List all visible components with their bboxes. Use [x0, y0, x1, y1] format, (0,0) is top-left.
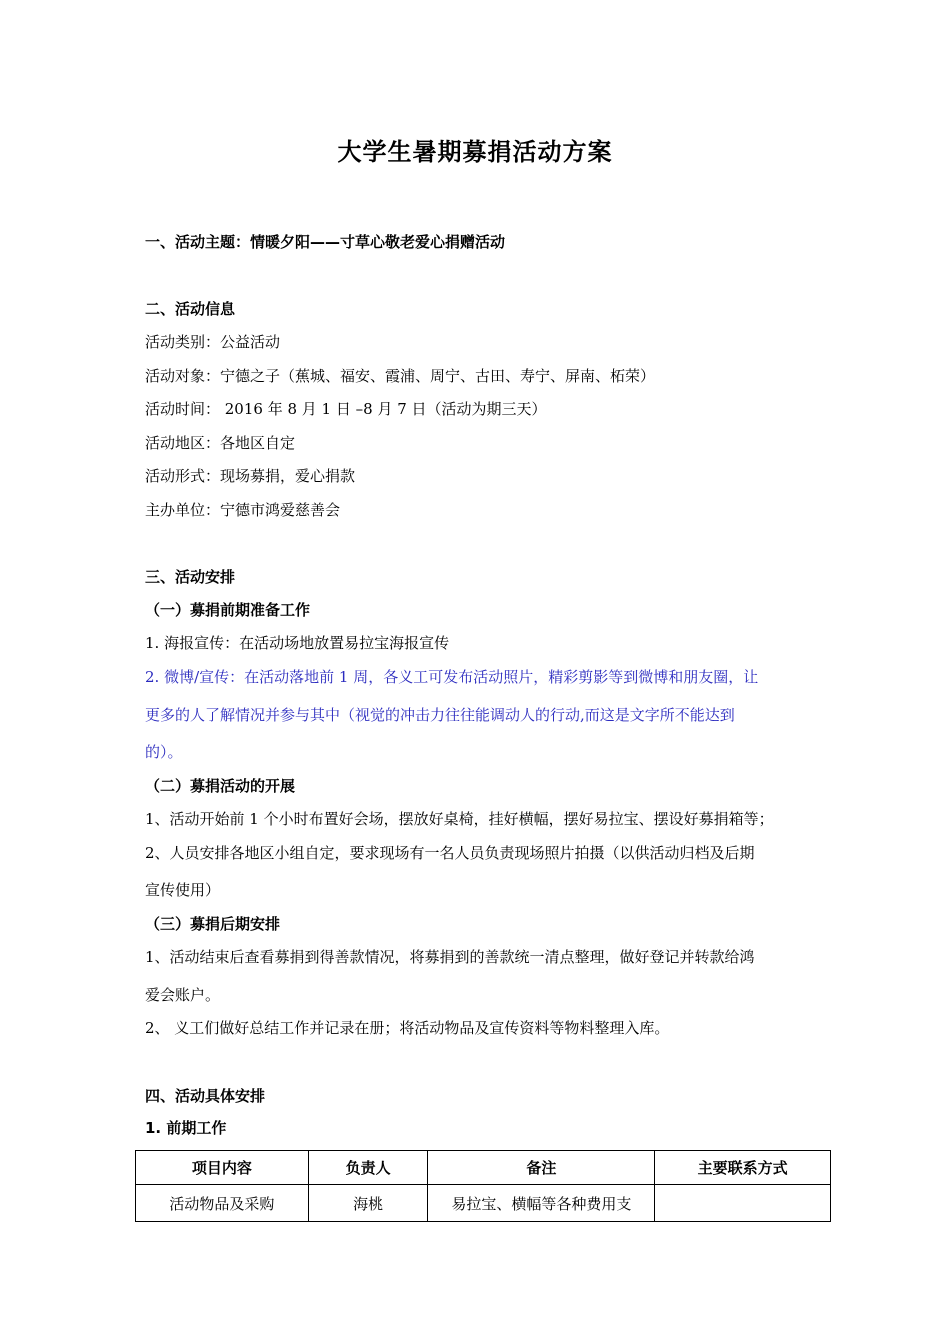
sub1-item1: 1. 海报宣传：在活动场地放置易拉宝海报宣传 — [145, 634, 450, 652]
info-form: 活动形式：现场募捐，爱心捐款 — [145, 467, 356, 485]
sub2-item1: 1、活动开始前 1 个小时布置好会场，摆放好桌椅，挂好横幅，摆好易拉宝、摆设好募捐箱等； — [145, 810, 774, 828]
cell-item: 活动物品及采购 — [136, 1185, 309, 1222]
section1-heading: 一、活动主题：情暖夕阳——寸草心敬老爱心捐赠活动 — [145, 233, 506, 251]
cell-owner: 海桃 — [308, 1185, 428, 1222]
table-header-row — [136, 1151, 831, 1185]
schedule-table — [135, 1150, 831, 1222]
cell-contact — [655, 1185, 831, 1222]
section3-heading: 三、活动安排 — [145, 568, 236, 586]
section2-heading: 二、活动信息 — [145, 300, 236, 318]
sub3-item1-line2: 爱会账户。 — [145, 986, 221, 1004]
sub3-item2: 2、 义工们做好总结工作并记录在册；将活动物品及宣传资料等物料整理入库。 — [145, 1019, 670, 1037]
sub2-item2-line1: 2、人员安排各地区小组自定，要求现场有一名人员负责现场照片拍摄（以供活动归档及后期 — [145, 844, 755, 862]
sub1-item2-line2: 更多的人了解情况并参与其中（视觉的冲击力往往能调动人的行动,而这是文字所不能达到 — [145, 706, 735, 724]
cell-notes: 易拉宝、横幅等各种费用支 — [428, 1185, 655, 1222]
section4-heading: 四、活动具体安排 — [145, 1087, 266, 1105]
sub2-heading: （二）募捐活动的开展 — [145, 777, 296, 795]
info-organizer: 主办单位：宁德市鸿爱慈善会 — [145, 501, 341, 519]
sub3-item1-line1: 1、活动结束后查看募捐到得善款情况，将募捐到的善款统一清点整理，做好登记并转款给鸿 — [145, 948, 755, 966]
sub3-heading: （三）募捐后期安排 — [145, 915, 281, 933]
table-row — [136, 1185, 831, 1222]
info-region: 活动地区：各地区自定 — [145, 434, 296, 452]
header-contact: 主要联系方式 — [655, 1151, 831, 1185]
sub1-item2-line1: 2. 微博/宣传：在活动落地前 1 周，各义工可发布活动照片，精彩剪影等到微博和朋友圈，让 — [145, 668, 759, 686]
info-target: 活动对象：宁德之子（蕉城、福安、霞浦、周宁、古田、寿宁、屏南、柘荣） — [145, 367, 656, 385]
sub2-item2-line2: 宣传使用） — [145, 881, 221, 899]
document-title: 大学生暑期募捐活动方案 — [337, 138, 613, 166]
sub1-item2-line3: 的）。 — [145, 743, 183, 761]
header-item: 项目内容 — [136, 1151, 309, 1185]
sub1-heading: （一）募捐前期准备工作 — [145, 601, 311, 619]
header-owner: 负责人 — [308, 1151, 428, 1185]
info-category: 活动类别：公益活动 — [145, 333, 281, 351]
header-notes: 备注 — [428, 1151, 655, 1185]
info-time: 活动时间： 2016 年 8 月 1 日 –8 月 7 日（活动为期三天） — [145, 400, 547, 418]
section4-sub1-heading: 1. 前期工作 — [145, 1119, 227, 1137]
